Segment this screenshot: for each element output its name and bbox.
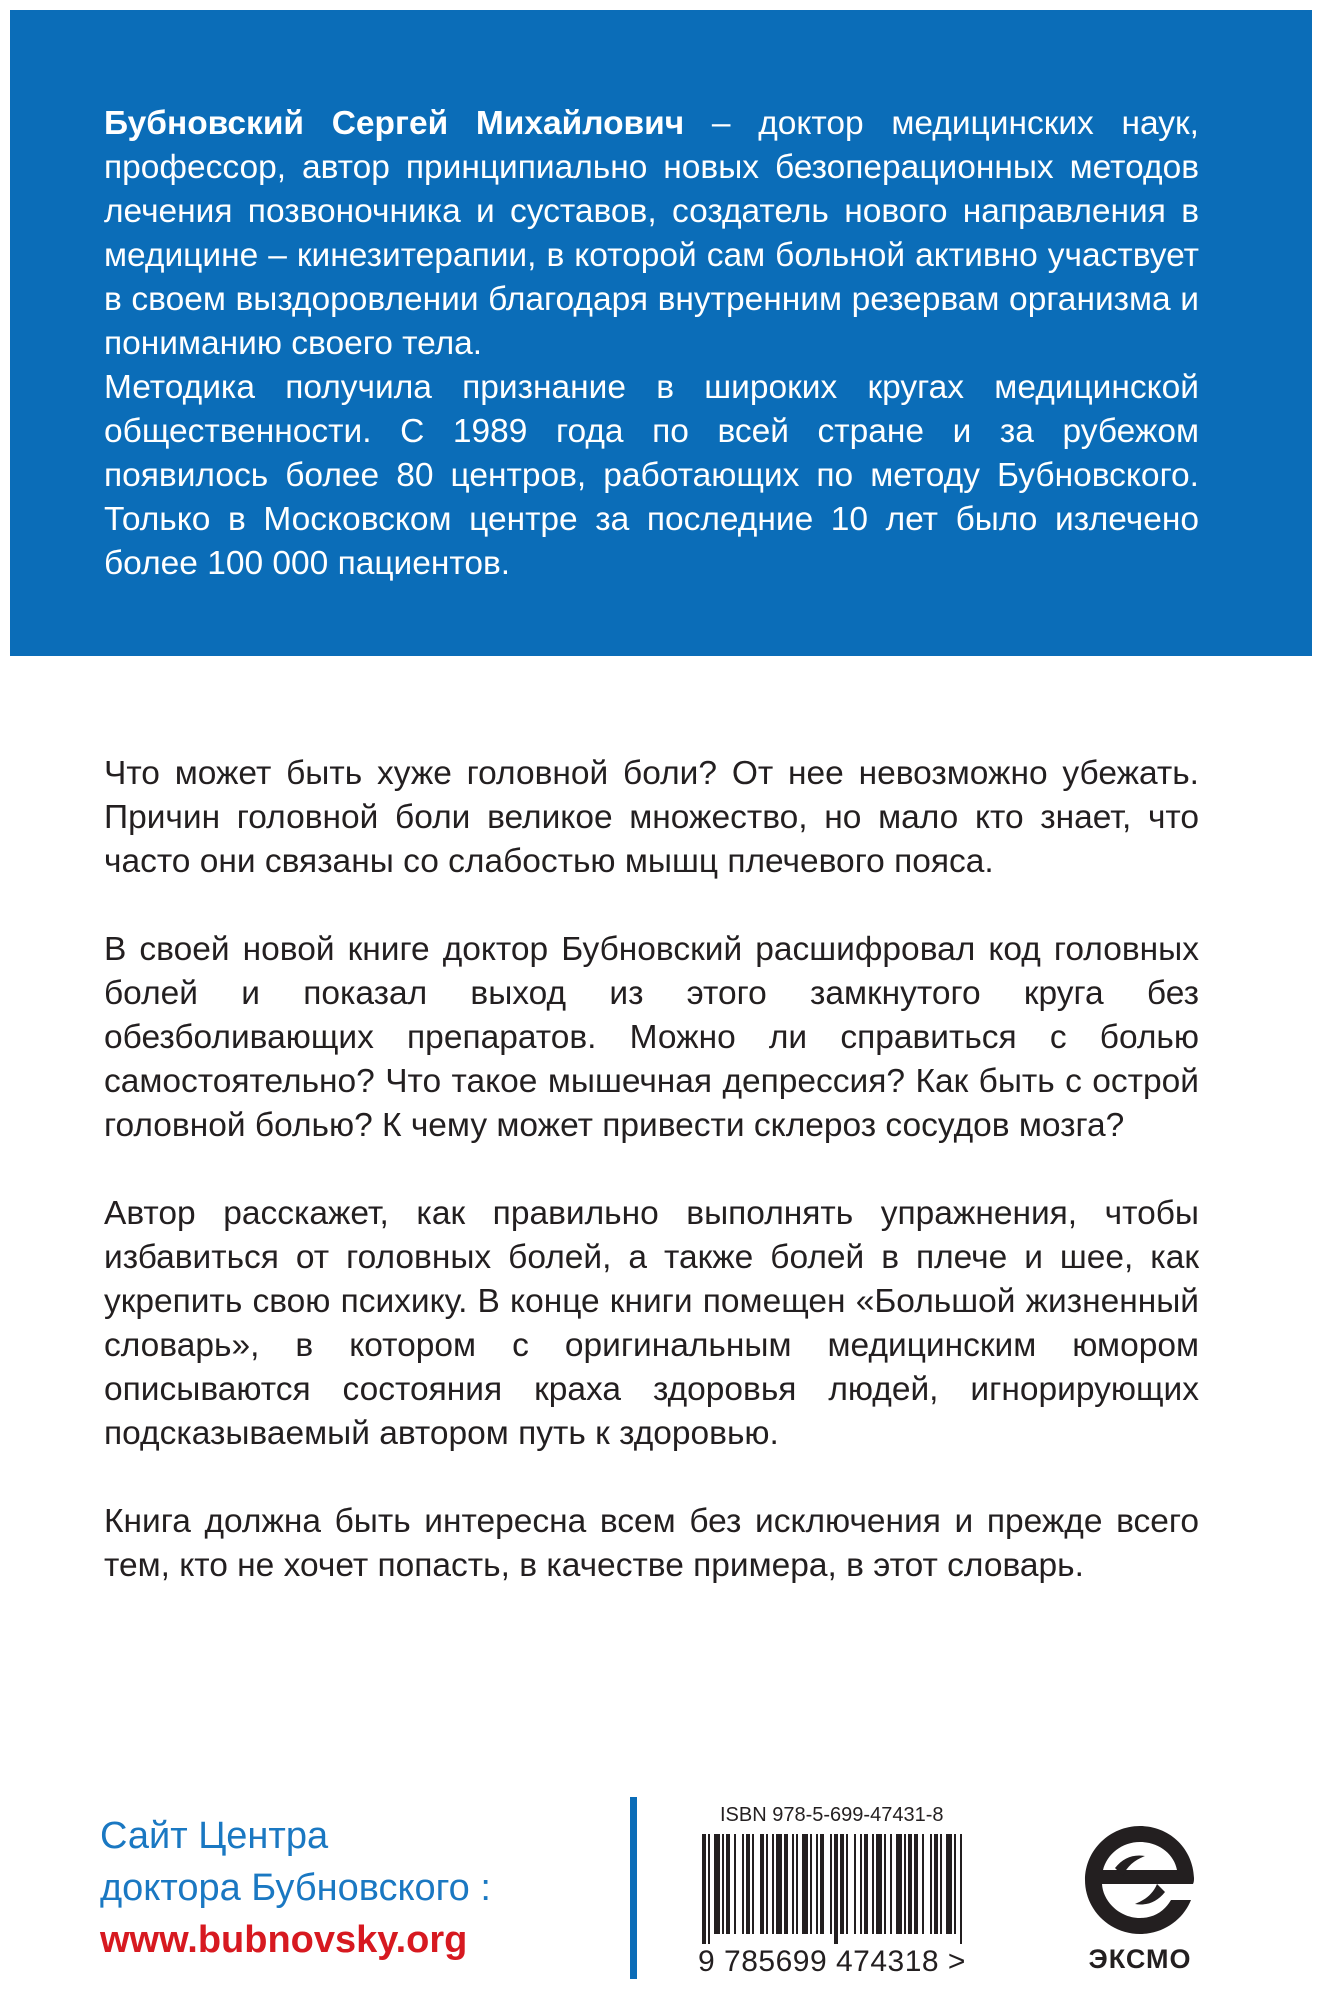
barcode-bar <box>934 1834 938 1934</box>
barcode-bar <box>742 1834 744 1934</box>
barcode-bar <box>860 1834 862 1934</box>
website-block <box>100 1810 600 1966</box>
barcode-bar <box>890 1834 892 1934</box>
barcode-bar <box>904 1834 906 1934</box>
barcode-bar <box>722 1834 724 1934</box>
website-caption-line-1: Сайт Центра <box>100 1815 329 1857</box>
bio-paragraph-2: Методика получила признание в широких кругах медицинской общественности. С 1989 года по всей стране и за рубежом появилось более 80 центров, работающих по методу Бубновского. Только в Московском центре за последние 10 лет было излечено более 100 000 пациентов. <box>104 369 1199 582</box>
description-paragraph-1: Что может быть хуже головной боли? От нее невозможно убежать. Причин головной боли великое множество, но мало кто знает, что часто они связаны со слабостью мышц плечевого пояса. <box>104 755 1199 880</box>
barcode-bar <box>714 1834 720 1934</box>
barcode-bar <box>946 1834 952 1934</box>
author-name: Бубновский Сергей Михайлович <box>104 105 685 142</box>
barcode-bar <box>840 1834 844 1934</box>
barcode-bar <box>702 1834 706 1944</box>
barcode-digits: 9 785699 474318 > <box>698 1945 966 1978</box>
barcode-bar <box>922 1834 924 1934</box>
author-bio <box>104 102 1199 586</box>
barcode-bar <box>930 1834 932 1934</box>
book-description <box>104 752 1199 1632</box>
barcode-bar <box>834 1834 838 1944</box>
barcode-bar <box>914 1834 918 1934</box>
barcode-bar <box>896 1834 902 1934</box>
eksmo-logo-icon <box>1075 1820 1205 1940</box>
isbn-barcode <box>698 1800 1028 1985</box>
publisher-logo <box>1075 1820 1205 1990</box>
barcode-bar <box>810 1834 812 1934</box>
description-paragraph-4: Книга должна быть интересна всем без исключения и прежде всего тем, кто не хочет попасть, в качестве примера, в этот словарь. <box>104 1503 1199 1584</box>
barcode-bar <box>876 1834 882 1934</box>
publisher-name: ЭКСМО <box>1088 1944 1192 1974</box>
barcode-bar <box>854 1834 856 1934</box>
barcode-bar <box>820 1834 824 1934</box>
website-caption-line-2: доктора Бубновского : <box>100 1867 491 1909</box>
description-paragraph-3: Автор расскажет, как правильно выполнять упражнения, чтобы избавиться от головных болей, а также болей в плече и шее, как укрепить свою психику. В конце книги помещен «Большой жизненный словарь», в котором с оригинальным медицинским юмором описываются состояния краха здоровья людей, игнорирующих подсказываемый автором путь к здоровью. <box>104 1195 1199 1452</box>
barcode-bar <box>734 1834 736 1934</box>
vertical-divider <box>630 1797 637 1979</box>
barcode-bar <box>864 1834 868 1934</box>
barcode-bar <box>846 1834 848 1934</box>
barcode-bar <box>954 1834 956 1934</box>
isbn-label: ISBN 978-5-699-47431-8 <box>720 1804 944 1826</box>
barcode-bar <box>802 1834 808 1934</box>
barcode-bar <box>776 1834 782 1934</box>
website-url[interactable]: www.bubnovsky.org <box>100 1919 468 1961</box>
barcode-bar <box>766 1834 768 1934</box>
barcode-bar <box>940 1834 942 1934</box>
barcode-bar <box>960 1834 962 1944</box>
barcode-bar <box>816 1834 818 1934</box>
bio-paragraph-1-text: – доктор медицинских наук, профессор, автор принципиально новых безоперационных методов лечения позвоночника и суставов, создатель нового направления в медицине – кинезитерапии, в которой сам больной активно участвует в своем выздоровлении благодаря внутренним резервам организма и пониманию своего тела. <box>104 105 1199 362</box>
barcode-bar <box>830 1834 832 1934</box>
description-paragraph-2: В своей новой книге доктор Бубновский расшифровал код головных болей и показал выход из этого замкнутого круга без обезболивающих препаратов. Можно ли справиться с болью самостоятельно? Что такое мышечная депрессия? Как быть с острой головной болью? К чему может привести склероз сосудов мозга? <box>104 931 1199 1144</box>
barcode-bar <box>772 1834 774 1934</box>
barcode-bar <box>752 1834 754 1934</box>
barcode-bars <box>698 1834 998 1944</box>
barcode-bar <box>872 1834 874 1934</box>
barcode-bar <box>884 1834 886 1934</box>
barcode-bar <box>792 1834 794 1934</box>
barcode-bar <box>908 1834 912 1934</box>
barcode-bar <box>708 1834 710 1944</box>
barcode-bar <box>746 1834 750 1934</box>
bio-paragraph-1 <box>104 102 1199 366</box>
barcode-bar <box>796 1834 798 1934</box>
barcode-bar <box>760 1834 764 1934</box>
barcode-bar <box>784 1834 788 1934</box>
barcode-bar <box>726 1834 730 1934</box>
